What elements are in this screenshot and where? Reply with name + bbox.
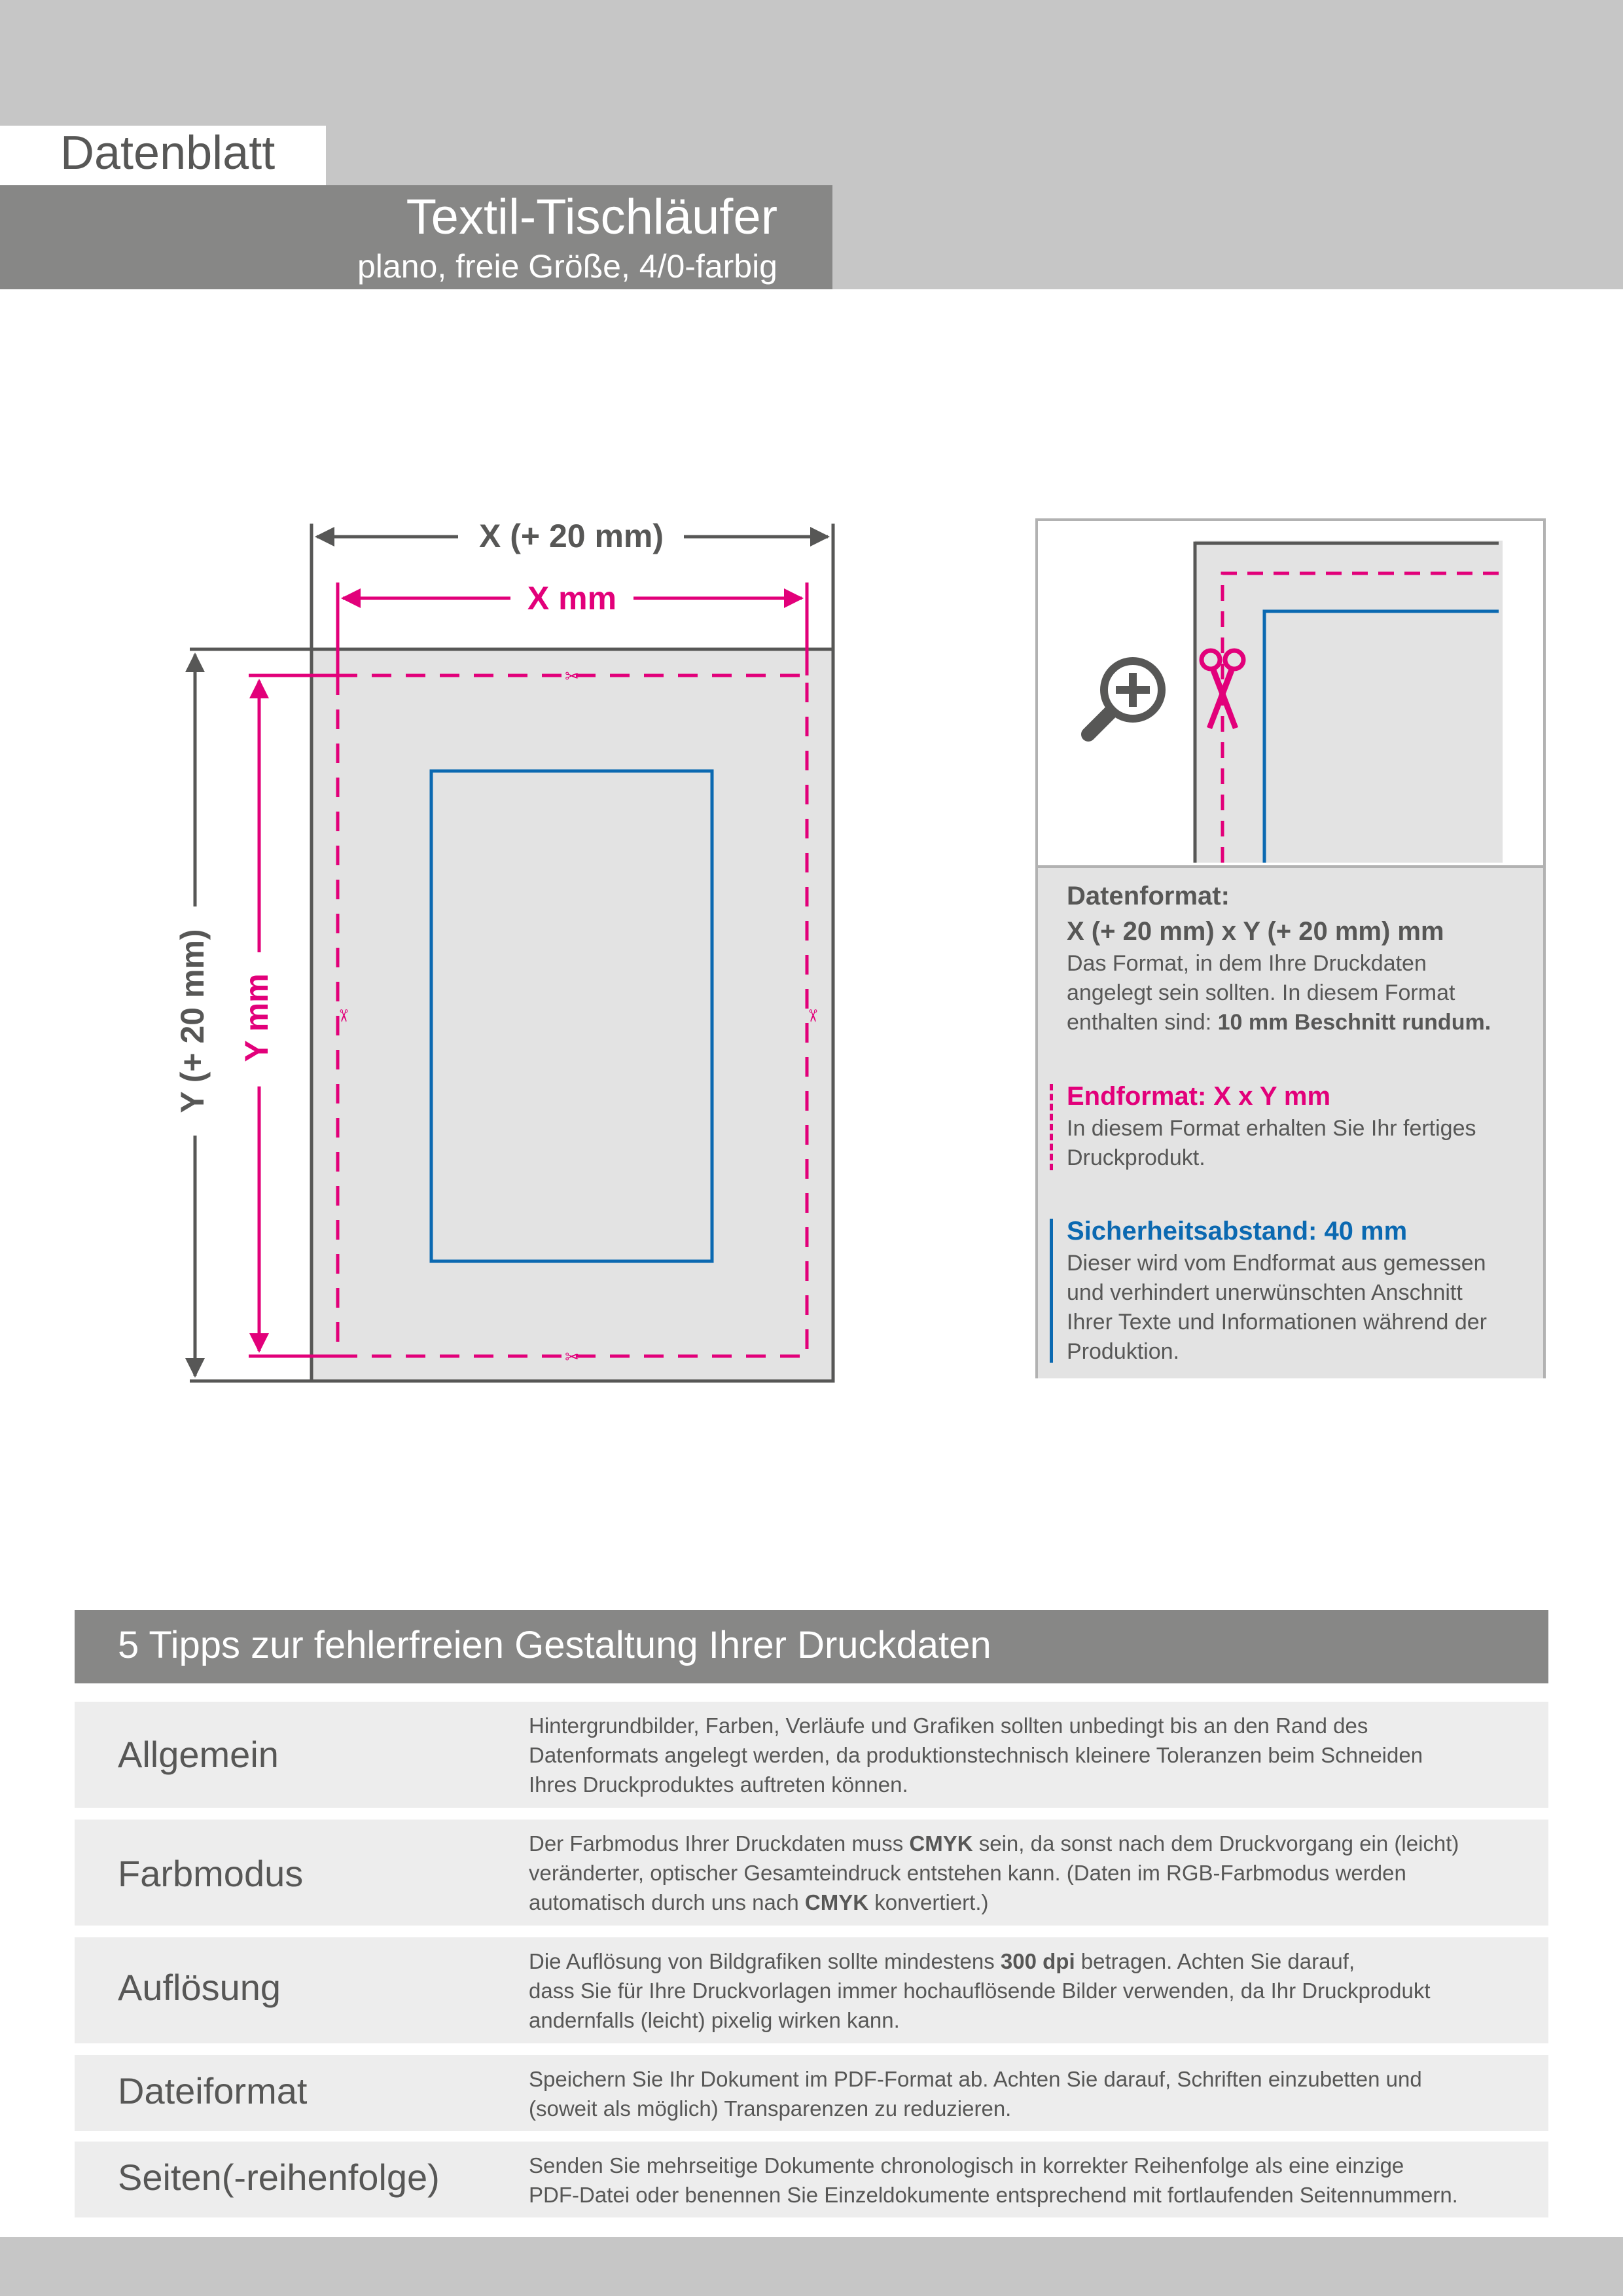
tips-heading: 5 Tipps zur fehlerfreien Gestaltung Ihrer Druckdaten bbox=[118, 1624, 991, 1666]
tips-header bbox=[75, 1610, 1548, 1683]
safety-legend-marker bbox=[1050, 1219, 1053, 1363]
tip-title: Auflösung bbox=[118, 1967, 281, 2008]
tip-title: Farbmodus bbox=[118, 1853, 304, 1894]
tip-title: Dateiformat bbox=[118, 2070, 308, 2111]
page-title: Textil-Tischläufer bbox=[406, 189, 777, 245]
tip-title: Allgemein bbox=[118, 1734, 279, 1775]
data-format-area bbox=[312, 649, 833, 1381]
datenformat-heading: Datenformat: bbox=[1067, 882, 1230, 910]
width-final-label: X mm bbox=[527, 580, 617, 617]
legend-datenformat bbox=[1067, 878, 1491, 1037]
height-total-label: Y (+ 20 mm) bbox=[174, 929, 211, 1113]
sicherheit-text: und verhindert unerwünschten Anschnitt bbox=[1067, 1280, 1463, 1305]
corner-detail bbox=[1038, 521, 1543, 863]
legend-sicherheit bbox=[1067, 1213, 1487, 1367]
datenformat-formula: X (+ 20 mm) x Y (+ 20 mm) mm bbox=[1067, 917, 1444, 946]
legend-endformat bbox=[1067, 1079, 1476, 1173]
zoom-detail bbox=[1038, 521, 1543, 865]
datenformat-text: angelegt sein sollten. In diesem Format bbox=[1067, 980, 1455, 1005]
format-diagram bbox=[0, 458, 864, 1401]
tip-row-allgemein bbox=[75, 1702, 1548, 1808]
bleed-value: 10 mm Beschnitt rundum. bbox=[1217, 1010, 1491, 1035]
tip-text: Die Auflösung von Bildgrafiken sollte mindestens 300 dpi betragen. Achten Sie darauf, dass Sie für Ihre Druckvorlagen immer hochauflösende Bilder verwenden, da Ihr Druckprodukt andernfalls (leicht) pixelig wirken kann. bbox=[529, 1949, 1431, 2032]
info-legend bbox=[1038, 865, 1543, 1378]
datenformat-text: Das Format, in dem Ihre Druckdaten bbox=[1067, 951, 1427, 976]
width-total-label: X (+ 20 mm) bbox=[478, 518, 664, 554]
info-panel bbox=[1035, 518, 1546, 1378]
tip-row-dateiformat bbox=[75, 2055, 1548, 2131]
endformat-heading: Endformat: X x Y mm bbox=[1067, 1082, 1331, 1111]
scissors-icon: ✂ bbox=[803, 1009, 823, 1023]
tip-text: Der Farbmodus Ihrer Druckdaten muss CMYK sein, da sonst nach dem Druckvorgang ein (leicht) veränderter, optischer Gesamteindruck entstehen kann. (Daten im RGB-Farbmodus werden automatisch durch uns nach CMYK konvertiert.) bbox=[529, 1831, 1459, 1914]
sicherheit-text: Produktion. bbox=[1067, 1339, 1179, 1364]
tip-text: Hintergrundbilder, Farben, Verläufe und Grafiken sollten unbedingt bis an den Rand des Datenformats angelegt werden, da produktionstechnisch kleinere Toleranzen beim Schneiden Ihres Druckproduktes auftreten können. bbox=[529, 1713, 1423, 1797]
tip-text: Senden Sie mehrseitige Dokumente chronologisch in korrekter Reihenfolge als eine einzige PDF-Datei oder benennen Sie Einzeldokumente entsprechend mit fortlaufenden Seitennummern. bbox=[529, 2153, 1458, 2207]
footer-band bbox=[0, 2237, 1623, 2296]
sicherheit-text: Ihrer Texte und Informationen während der bbox=[1067, 1310, 1487, 1335]
zoom-in-icon bbox=[1088, 661, 1162, 734]
scissors-icon: ✂ bbox=[334, 1009, 353, 1023]
datenformat-text: enthalten sind: 10 mm Beschnitt rundum. bbox=[1067, 1010, 1491, 1035]
tip-row-aufloesung bbox=[75, 1937, 1548, 2043]
height-final-label: Y mm bbox=[238, 973, 276, 1062]
tip-text: Speichern Sie Ihr Dokument im PDF-Format ab. Achten Sie darauf, Schriften einzubetten und (soweit als möglich) Transparenzen zu reduzieren. bbox=[529, 2067, 1422, 2121]
trim-legend-marker bbox=[1050, 1084, 1053, 1170]
document-label: Datenblatt bbox=[60, 127, 276, 179]
sicherheit-text: Dieser wird vom Endformat aus gemessen bbox=[1067, 1251, 1486, 1276]
tip-title: Seiten(-reihenfolge) bbox=[118, 2157, 440, 2198]
sicherheit-heading: Sicherheitsabstand: 40 mm bbox=[1067, 1217, 1408, 1246]
scissors-icon: ✂ bbox=[565, 666, 579, 686]
tip-row-farbmodus bbox=[75, 1820, 1548, 1926]
endformat-text: Druckprodukt. bbox=[1067, 1145, 1205, 1170]
tip-row-seiten bbox=[75, 2142, 1548, 2217]
scissors-icon: ✂ bbox=[565, 1347, 579, 1367]
page-subtitle: plano, freie Größe, 4/0-farbig bbox=[357, 248, 777, 285]
endformat-text: In diesem Format erhalten Sie Ihr fertiges bbox=[1067, 1116, 1476, 1141]
